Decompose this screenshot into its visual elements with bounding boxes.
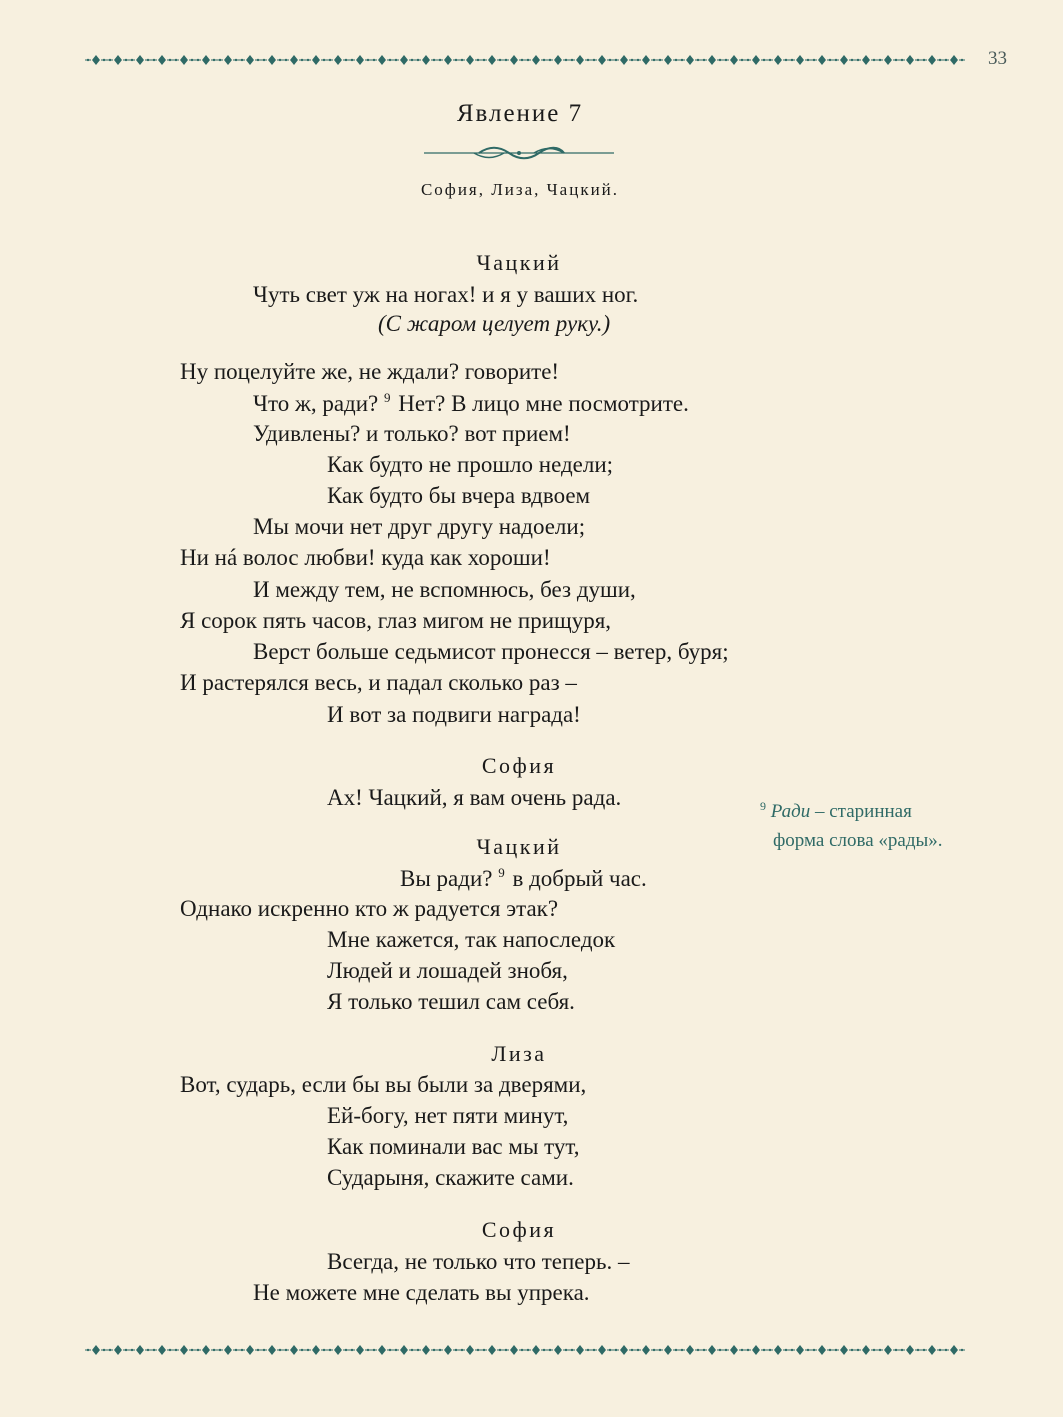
verse-line: Не можете мне сделать вы упрека. (253, 1280, 590, 1305)
verse-line: Однако искренно кто ж радуется этак? (180, 896, 559, 921)
top-ornamental-border (85, 53, 965, 67)
verse-line: Мы мочи нет друг другу надоели; (253, 514, 586, 539)
footnote-text: – старинная (810, 801, 912, 822)
speaker-name: Лиза (491, 1041, 547, 1066)
footnote-text: форма слова «рады». (773, 830, 943, 851)
verse-line: Вот, сударь, если бы вы были за дверями, (180, 1072, 587, 1097)
verse-text: Вы ради? (400, 866, 493, 891)
footnote-term: Ради (770, 801, 811, 822)
verse-line: Как будто не прошло недели; (327, 452, 614, 477)
verse-line: Всегда, не только что теперь. – (327, 1249, 630, 1274)
footnote-ref[interactable]: 9 (384, 390, 391, 405)
dramatis-personae: София, Лиза, Чацкий. (420, 180, 620, 199)
verse-line: Я сорок пять часов, глаз мигом не прищуря, (180, 608, 612, 633)
verse-line (253, 390, 689, 417)
page-number: 33 (988, 48, 1007, 69)
verse-line: Ну поцелуйте же, не ждали? говорите! (180, 359, 560, 384)
speaker-name: София (481, 753, 557, 778)
footnote-mark: 9 (760, 799, 766, 813)
ornament-border-icon (85, 53, 965, 67)
verse-line: И растерялся весь, и падал сколько раз – (180, 670, 577, 695)
speaker-name: Чацкий (476, 250, 562, 275)
verse-line: Верст больше седьмисот пронесся – ветер, буря; (253, 639, 729, 664)
verse-line (400, 865, 647, 892)
verse-text: в добрый час. (506, 866, 647, 891)
stage-direction: (С жаром целует руку.) (378, 311, 611, 336)
verse-line: И между тем, не вспомнюсь, без души, (253, 577, 636, 602)
verse-text: Что ж, ради? (253, 391, 379, 416)
footnote-ref[interactable]: 9 (498, 865, 505, 880)
ornament-border-icon (85, 1343, 965, 1357)
bottom-ornamental-border (85, 1343, 965, 1357)
verse-line: Чуть свет уж на ногах! и я у ваших ног. (253, 282, 639, 307)
speaker-name: София (481, 1217, 557, 1242)
title-flourish-icon (424, 145, 614, 161)
verse-line: Мне кажется, так напоследок (327, 927, 616, 952)
verse-line: Как будто бы вчера вдвоем (327, 483, 591, 508)
verse-line: Я только тешил сам себя. (327, 989, 575, 1014)
verse-line: Как поминали вас мы тут, (327, 1134, 580, 1159)
verse-line: И вот за подвиги награда! (327, 702, 581, 727)
speaker-name: Чацкий (476, 834, 562, 859)
verse-text: Нет? В лицо мне посмотрите. (392, 391, 689, 416)
verse-line: Удивлены? и только? вот прием! (253, 421, 571, 446)
verse-line: Сударыня, скажите сами. (327, 1165, 574, 1190)
verse-line: Ах! Чацкий, я вам очень рада. (327, 785, 622, 810)
scene-title: Явление 7 (456, 100, 584, 127)
verse-line: Ей-богу, нет пяти минут, (327, 1103, 569, 1128)
verse-line: Ни нá волос любви! куда как хороши! (180, 545, 551, 570)
verse-line: Людей и лошадей знобя, (327, 958, 568, 983)
margin-footnote (760, 792, 990, 855)
